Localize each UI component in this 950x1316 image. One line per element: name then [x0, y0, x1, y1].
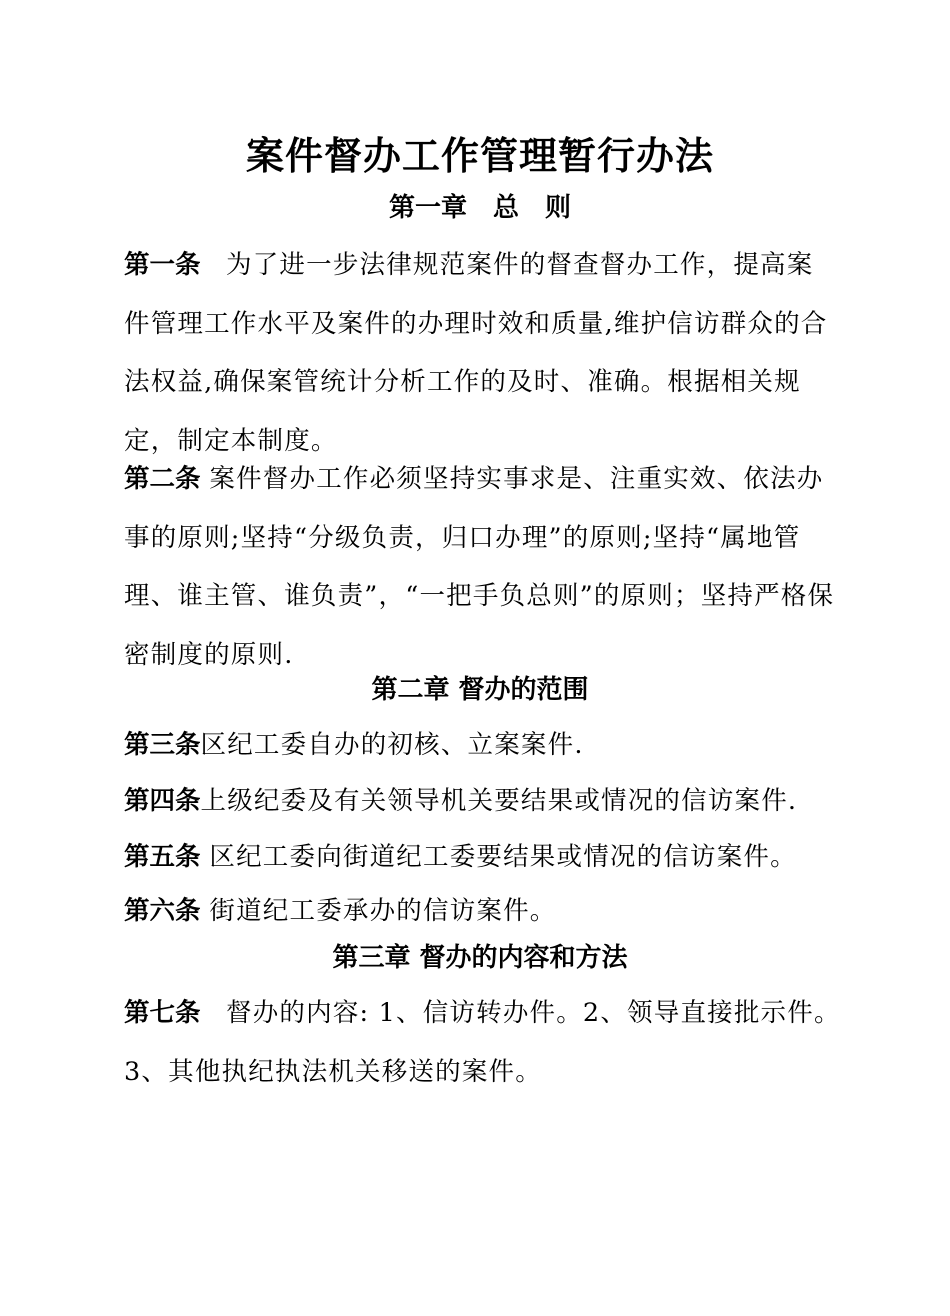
article-label: 第五条	[124, 842, 210, 872]
article-2	[124, 450, 840, 684]
article-3	[124, 716, 840, 775]
article-label: 第七条	[124, 998, 227, 1028]
article-label: 第四条	[124, 786, 201, 816]
article-label: 第三条	[124, 730, 201, 760]
article-7	[124, 984, 864, 1101]
article-5	[124, 828, 840, 887]
article-label: 第六条	[124, 896, 210, 926]
article-text: 督办的内容: 1、信访转办件。2、领导直接批示件。3、其他执纪执法机关移送的案件。	[124, 998, 841, 1087]
article-label: 第二条	[124, 464, 210, 494]
article-1	[124, 236, 840, 470]
article-text: 案件督办工作必须坚持实事求是、注重实效、依法办事的原则;坚持“分级负责，归口办理”的原则;坚持“属地管理、谁主管、谁负责”，“一把手负总则”的原则；坚持严格保密制度的原则.	[124, 464, 835, 670]
article-label: 第一条	[124, 250, 227, 280]
article-text: 区纪工委自办的初核、立案案件.	[200, 730, 584, 760]
article-6	[124, 882, 840, 941]
chapter-heading-2: 第二章 督办的范围	[371, 675, 589, 705]
article-text: 区纪工委向街道纪工委要结果或情况的信访案件。	[209, 842, 797, 872]
article-4	[124, 772, 840, 831]
article-text: 上级纪委及有关领导机关要结果或情况的信访案件.	[200, 786, 798, 816]
chapter-heading-1: 第一章 总 则	[388, 193, 571, 223]
article-text: 为了进一步法律规范案件的督查督办工作，提高案件管理工作水平及案件的办理时效和质量,维护信访群众的合法权益,确保案管统计分析工作的及时、准确。根据相关规定，制定本制度。	[124, 250, 828, 456]
document-title: 案件督办工作管理暂行办法	[245, 133, 714, 178]
chapter-heading-3: 第三章 督办的内容和方法	[332, 943, 628, 973]
article-text: 街道纪工委承办的信访案件。	[209, 896, 557, 926]
